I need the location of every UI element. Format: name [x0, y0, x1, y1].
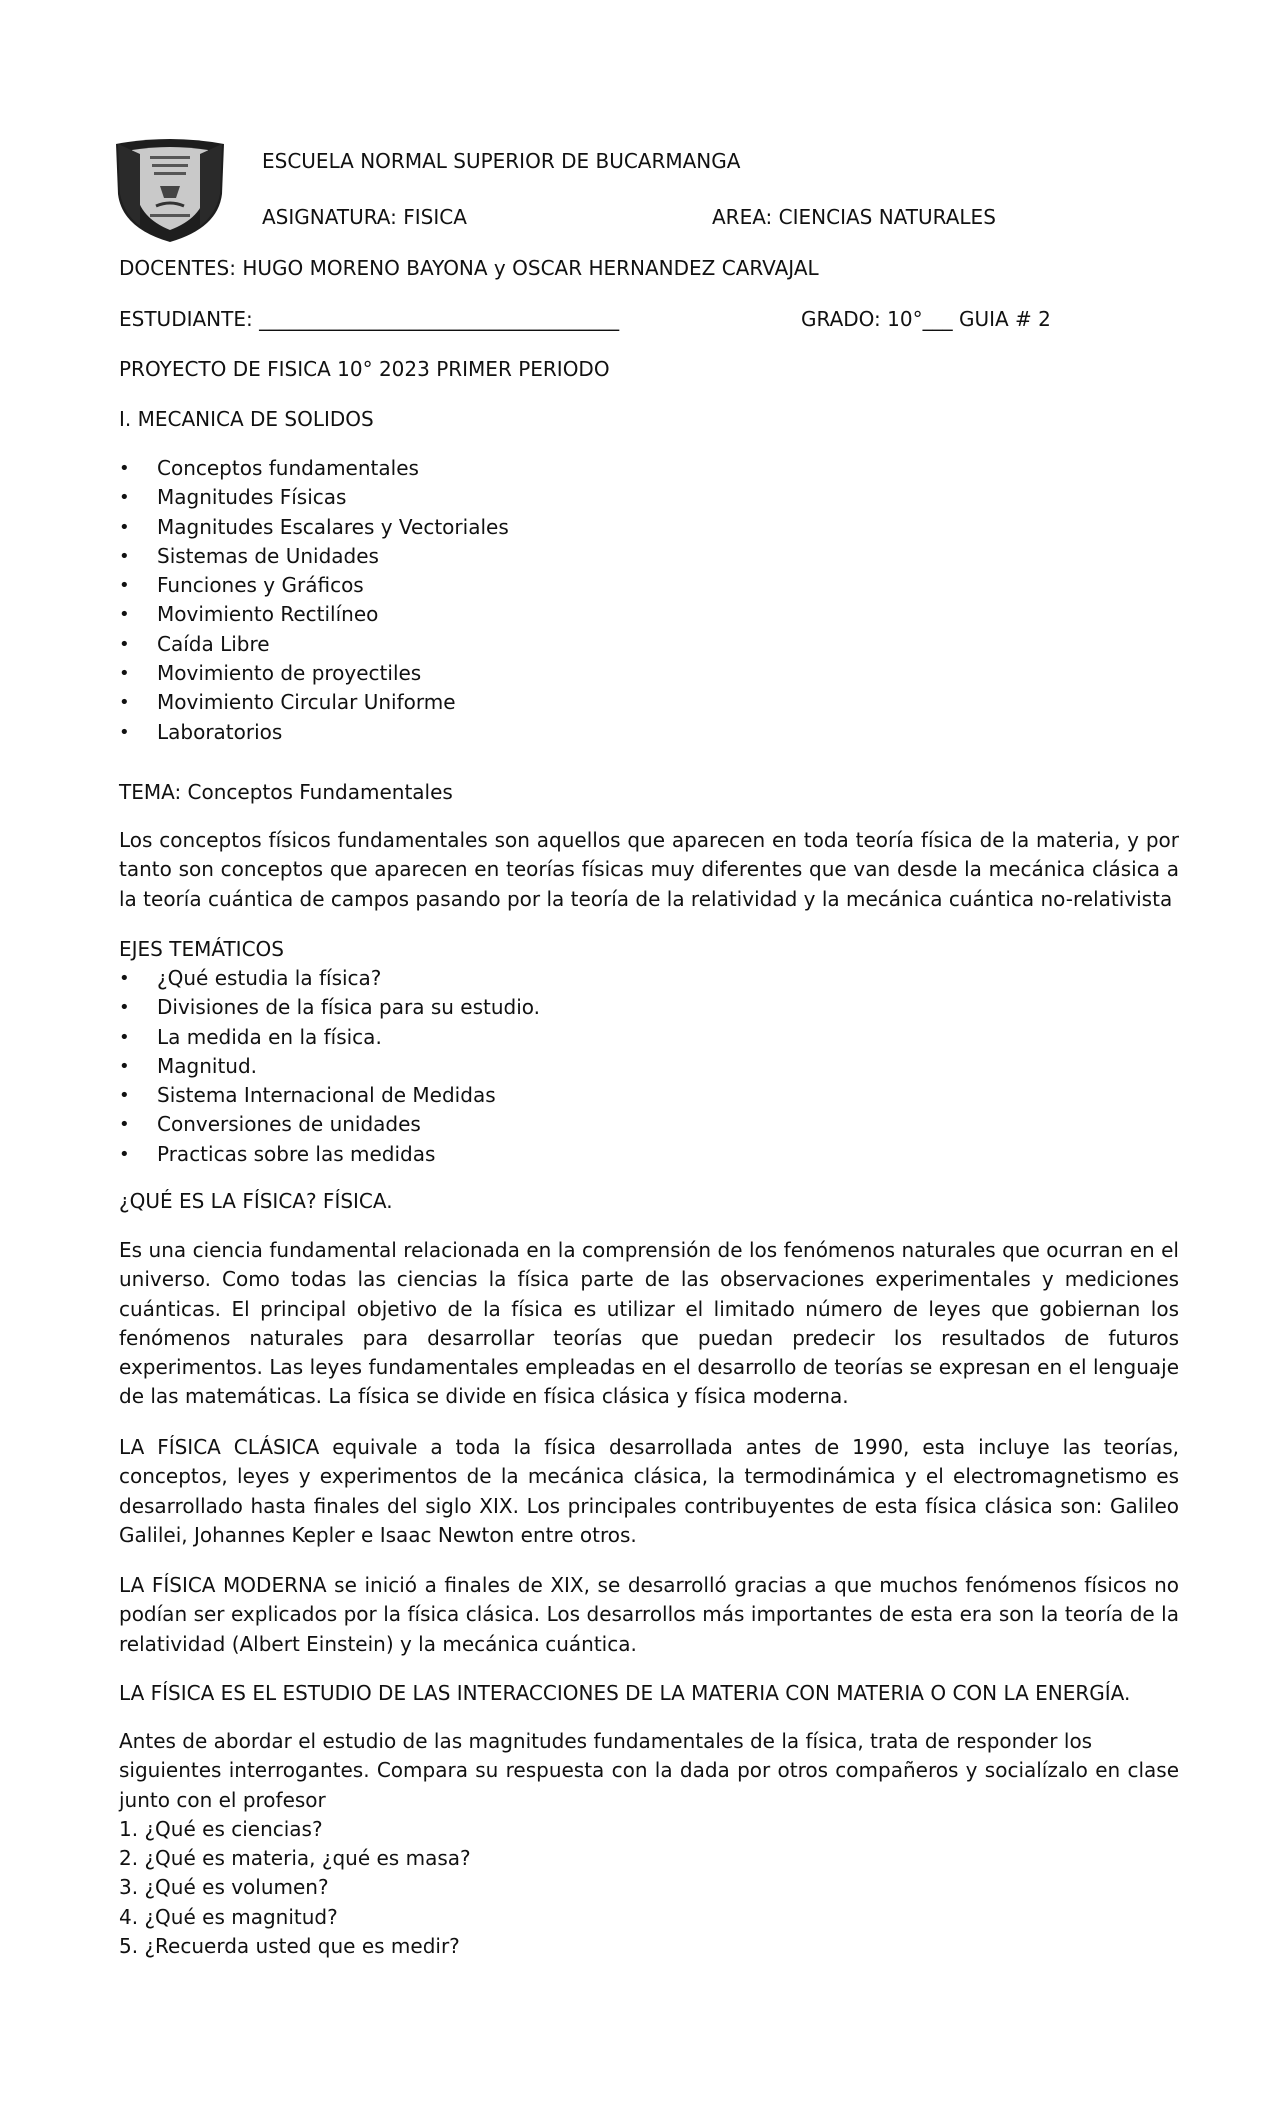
topic-title: TEMA: Conceptos Fundamentales [119, 780, 453, 804]
questions-block [119, 1727, 1179, 1961]
list-item: • Laboratorios [119, 718, 1179, 747]
topic-paragraph: Los conceptos físicos fundamentales son aquellos que aparecen en toda teoría física de la materia, y por tanto son conceptos que aparecen en teorías físicas muy diferentes que van desde la mecánica clásica a la teoría cuántica de campos pasando por la teoría de la relatividad y la mecánica cuántica no-relativista [119, 828, 1179, 911]
question-item: 5. ¿Recuerda usted que es medir? [119, 1934, 460, 1959]
subject-label: ASIGNATURA: FISICA [262, 205, 467, 229]
school-crest-icon [110, 136, 230, 244]
teachers-line: DOCENTES: HUGO MORENO BAYONA y OSCAR HERNANDEZ CARVAJAL [119, 256, 819, 280]
list-item: • La medida en la física. [119, 1023, 1179, 1052]
unit-topics [119, 454, 1179, 747]
school-name: ESCUELA NORMAL SUPERIOR DE BUCARMANGA [262, 149, 741, 173]
question-item: 3. ¿Qué es volumen? [119, 1875, 329, 1900]
unit-title: I. MECANICA DE SOLIDOS [119, 407, 374, 431]
list-item: • Movimiento de proyectiles [119, 659, 1179, 688]
axes-list [119, 964, 1179, 1169]
list-item: • Sistemas de Unidades [119, 542, 1179, 571]
list-item: • Practicas sobre las medidas [119, 1140, 1179, 1169]
modern-physics-paragraph: LA FÍSICA MODERNA se inició a finales de XIX, se desarrolló gracias a que muchos fenómenos físicos no podían ser explicados por la física clásica. Los desarrollos más importantes de esta era son la teoría de la relatividad (Albert Einstein) y la mecánica cuántica. [119, 1573, 1179, 1656]
questions-intro-line2: siguientes interrogantes. Compara su respuesta con la dada por otros compañeros y socialízalo en clase junto con el profesor [119, 1758, 1179, 1812]
list-item: • Sistema Internacional de Medidas [119, 1081, 1179, 1110]
physics-intro-block [119, 1236, 1179, 1412]
physics-definition: LA FÍSICA ES EL ESTUDIO DE LAS INTERACCIONES DE LA MATERIA CON MATERIA O CON LA ENERGÍA. [119, 1681, 1131, 1705]
list-item: • Magnitudes Físicas [119, 483, 1179, 512]
list-item: • Funciones y Gráficos [119, 571, 1179, 600]
physics-title: ¿QUÉ ES LA FÍSICA? FÍSICA. [119, 1189, 393, 1213]
physics-intro-paragraph: Es una ciencia fundamental relacionada en la comprensión de los fenómenos naturales que ocurran en el universo. Como todas las ciencias la física parte de las observaciones experimentales y mediciones cuánticas. El principal objetivo de la física es utilizar el limitado número de leyes que gobiernan los fenómenos naturales para desarrollar teorías que puedan predecir los resultados de futuros experimentos. Las leyes fundamentales empleadas en el desarrollo de teorías se expresan en el lenguaje de las matemáticas. La física se divide en física clásica y física moderna. [119, 1238, 1179, 1409]
list-item: • Conversiones de unidades [119, 1110, 1179, 1139]
question-item: 4. ¿Qué es magnitud? [119, 1904, 338, 1929]
question-item: 1. ¿Qué es ciencias? [119, 1816, 323, 1841]
list-item: • Movimiento Rectilíneo [119, 600, 1179, 629]
list-item: • ¿Qué estudia la física? [119, 964, 1179, 993]
project-title: PROYECTO DE FISICA 10° 2023 PRIMER PERIODO [119, 357, 610, 381]
topic-body [119, 826, 1179, 914]
list-item: • Caída Libre [119, 630, 1179, 659]
list-item: • Conceptos fundamentales [119, 454, 1179, 483]
classical-physics-block [119, 1433, 1179, 1550]
modern-physics-block [119, 1571, 1179, 1659]
area-label: AREA: CIENCIAS NATURALES [712, 205, 996, 229]
questions-intro-line1: Antes de abordar el estudio de las magnitudes fundamentales de la física, trata de responder los [119, 1729, 1093, 1753]
axes-title: EJES TEMÁTICOS [119, 937, 284, 961]
student-field: ESTUDIANTE: ____________________________________ [119, 307, 620, 331]
list-item: • Magnitudes Escalares y Vectoriales [119, 513, 1179, 542]
grade-guide-label: GRADO: 10°___ GUIA # 2 [801, 307, 1051, 331]
list-item: • Magnitud. [119, 1052, 1179, 1081]
list-item: • Movimiento Circular Uniforme [119, 688, 1179, 717]
classical-physics-paragraph: LA FÍSICA CLÁSICA equivale a toda la física desarrollada antes de 1990, esta incluye las teorías, conceptos, leyes y experimentos de la mecánica clásica, la termodinámica y el electromagnetismo es desarrollado hasta finales del siglo XIX. Los principales contribuyentes de esta física clásica son: Galileo Galilei, Johannes Kepler e Isaac Newton entre otros. [119, 1435, 1179, 1547]
list-item: • Divisiones de la física para su estudio. [119, 993, 1179, 1022]
question-item: 2. ¿Qué es materia, ¿qué es masa? [119, 1846, 471, 1871]
